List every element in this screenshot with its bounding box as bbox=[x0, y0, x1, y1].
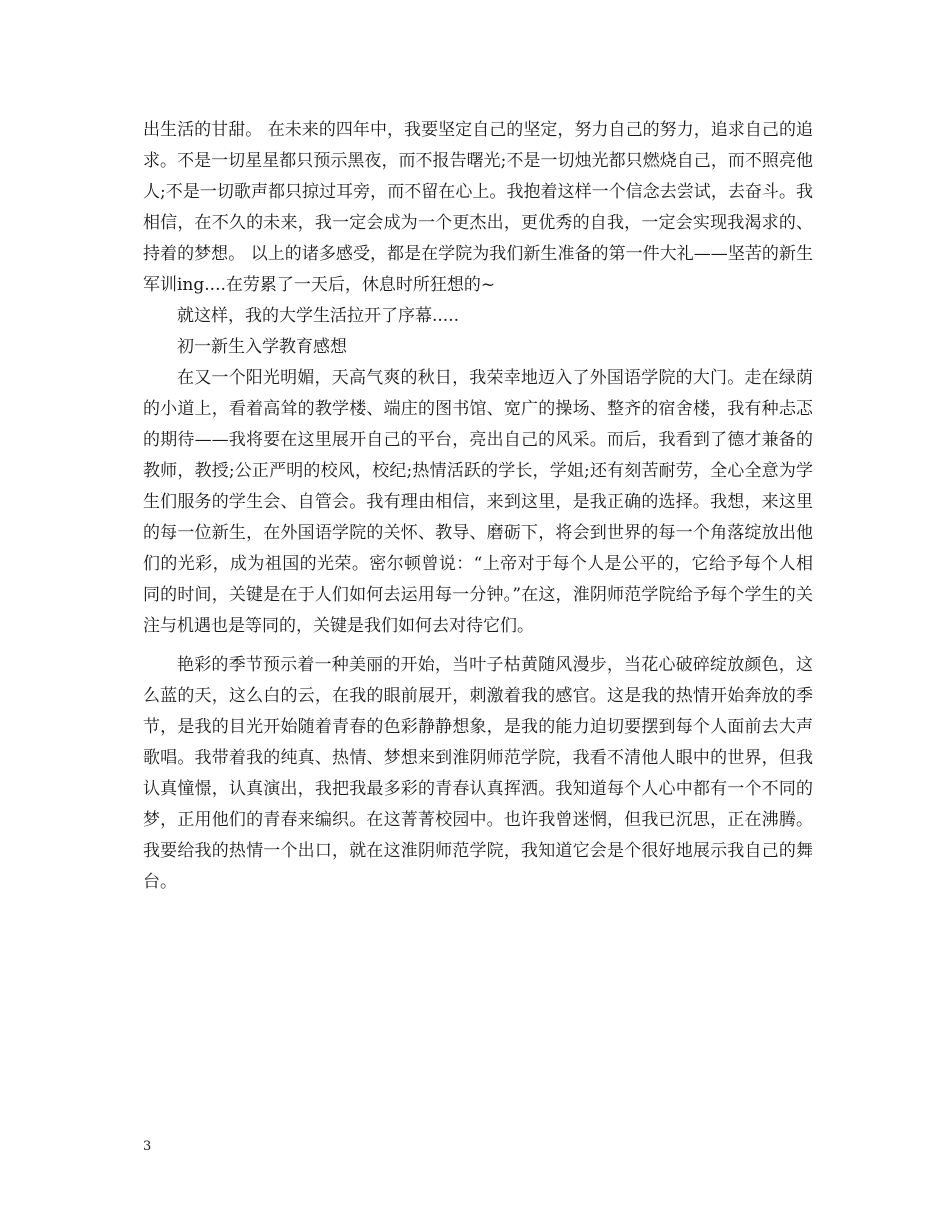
paragraph: 艳彩的季节预示着一种美丽的开始，当叶子枯黄随风漫步，当花心破碎绽放颜色，这么蓝的天，这么白的云，在我的眼前展开，刺激着我的感官。这是我的热情开始奔放的季节，是我的目光开始随着青春的色彩静静想象，是我的能力迫切要摆到每个人面前去大声歌唱。我带着我的纯真、热情、梦想来到淮阴师范学院，我看不清他人眼中的世界，但我认真憧憬，认真演出，我把我最多彩的青春认真挥洒。我知道每个人心中都有一个不同的梦，正用他们的青春来编织。在这菁菁校园中。也许我曾迷惘，但我已沉思，正在沸腾。我要给我的热情一个出口，就在这淮阴师范学院，我知道它会是个很好地展示我自己的舞台。 bbox=[143, 655, 813, 892]
paragraph-closing-line: 就这样，我的大学生活拉开了序幕..... bbox=[177, 306, 460, 326]
paragraph: 在又一个阳光明媚，天高气爽的秋日，我荣幸地迈入了外国语学院的大门。走在绿荫的小道上，看着高耸的教学楼、端庄的图书馆、宽广的操场、整齐的宿舍楼，我有种忐忑的期待——我将要在这里展开自己的平台，亮出自己的风采。而后，我看到了德才兼备的教师，教授;公正严明的校风，校纪;热情活跃的学长，学姐;还有刻苦耐劳，全心全意为学生们服务的学生会、自管会。我有理由相信，来到这里，是我正确的选择。我想，来这里的每一位新生，在外国语学院的关怀、教导、磨砺下，将会到世界的每一个角落绽放出他们的光彩，成为祖国的光荣。密尔顿曾说：“上帝对于每个人是公平的，它给予每个人相同的时间，关键是在于人们如何去运用每一分钟。”在这，淮阴师范学院给予每个学生的关注与机遇也是等同的，关键是我们如何去对待它们。 bbox=[143, 368, 813, 636]
paragraph-continuation: 出生活的甘甜。 在未来的四年中，我要坚定自己的坚定，努力自己的努力，追求自己的追求。不是一切星星都只预示黑夜，而不报告曙光;不是一切烛光都只燃烧自己，而不照亮他人;不是一切歌声都只掠过耳旁，而不留在心上。我抱着这样一个信念去尝试，去奋斗。我相信，在不久的未来，我一定会成为一个更杰出，更优秀的自我，一定会实现我渴求的、持着的梦想。 以上的诸多感受，都是在学院为我们新生准备的第一件大礼——坚苦的新生军训ing....在劳累了一天后，休息时所狂想的~ bbox=[143, 120, 813, 295]
page-number: 3 bbox=[143, 1139, 152, 1154]
document-body bbox=[143, 115, 813, 898]
section-heading: 初一新生入学教育感想 bbox=[177, 337, 347, 357]
